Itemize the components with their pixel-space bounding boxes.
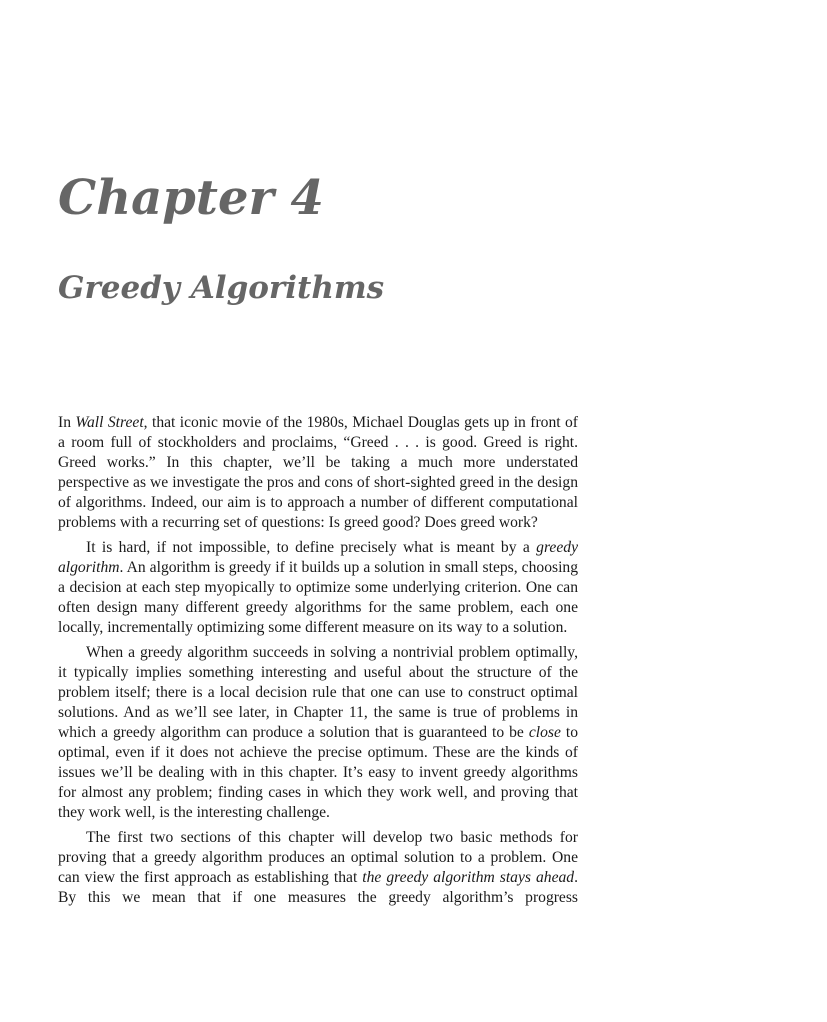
chapter-title: Greedy Algorithms: [58, 270, 385, 306]
text-run: , that iconic movie of the 1980s, Michael Douglas gets up in front of a room full of stockholders and proclaims, “Greed . . . is good. Greed is right. Greed works.” In this chapter, we’ll be taking a much more understated perspective as we investigate the pros and cons of short-sighted greed in the design of algorithms. Indeed, our aim is to approach a number of different computational problems with a recurring set of questions: Is greed good? Does greed work?: [58, 414, 578, 531]
text-run: When a greedy algorithm succeeds in solving a nontrivial problem optimally, it typically implies something interesting and useful about the structure of the problem itself; there is a local decision rule that one can use to construct optimal solutions. And as we’ll see later, in Chapter 11, the same is true of problems in which a greedy algorithm can produce a solution that is guaranteed to be: [58, 644, 578, 741]
text-run: The first two sections of this chapter will develop two basic methods for proving that a greedy algorithm produces an optimal solution to a problem. One can view the first approach as establishing that: [58, 829, 578, 886]
chapter-body: [58, 413, 578, 913]
italic-run: close: [528, 724, 561, 741]
text-run: . An algorithm is greedy if it builds up a solution in small steps, choosing a decision at each step myopically to optimize some underlying criterion. One can often design many different greedy algorithms for the same problem, each one locally, incrementally optimizing some different measure on its way to a solution.: [58, 559, 578, 636]
italic-run: the greedy algorithm stays ahead: [362, 869, 575, 886]
text-run: . By this we mean that if one measures the greedy algorithm’s progress: [58, 869, 578, 906]
paragraph-intro: [58, 413, 578, 533]
chapter-number: Chapter 4: [58, 170, 324, 226]
paragraph-success: [58, 643, 578, 823]
paragraph-methods: [58, 828, 578, 908]
text-run: It is hard, if not impossible, to define precisely what is meant by a: [86, 539, 537, 556]
text-run: In: [58, 414, 76, 431]
text-run: to optimal, even if it does not achieve the precise optimum. These are the kinds of issues we’ll be dealing with in this chapter. It’s easy to invent greedy algorithms for almost any problem; finding cases in which they work well, and proving that they work well, is the interesting challenge.: [58, 724, 578, 821]
italic-run: greedy algorithm: [58, 539, 578, 576]
paragraph-definition: [58, 538, 578, 638]
italic-run: Wall Street: [75, 414, 144, 431]
